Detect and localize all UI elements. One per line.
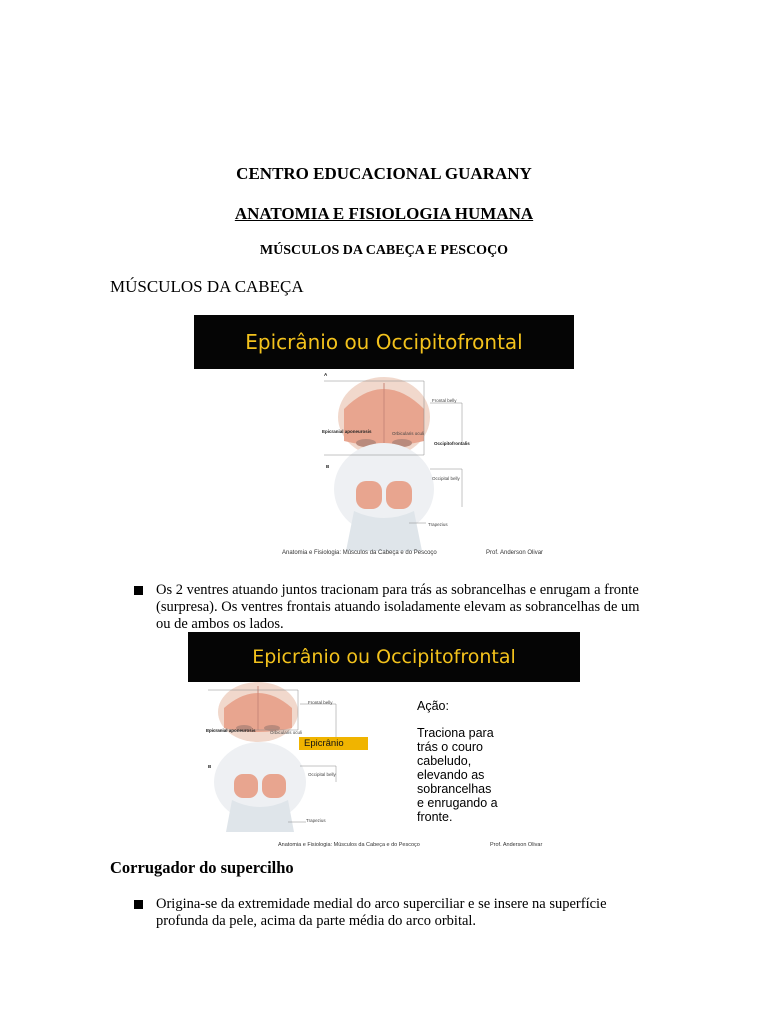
label-a: A — [324, 372, 328, 377]
label-b: B — [208, 764, 212, 769]
acao-line: sobrancelhas — [417, 782, 492, 796]
acao-text — [417, 726, 498, 824]
slide-caption-left: Anatomia e Fisiologia: Músculos da Cabeça e do Pescoço — [282, 550, 437, 556]
bullet-text: Os 2 ventres atuando juntos tracionam para trás as sobrancelhas e enrugam a fronte (surpresa). Os ventres frontais atuando isoladamente elevam as sobrancelhas de um ou de ambos os lados. — [156, 582, 640, 632]
label-trapezius: Trapezius — [428, 522, 448, 527]
slide-caption-left: Anatomia e Fisiologia: Músculos da Cabeça e do Pescoço — [278, 842, 420, 848]
slide-epicranio-2 — [188, 632, 580, 852]
bullet-item — [134, 582, 644, 633]
acao-line: elevando as — [417, 768, 485, 782]
label-orbicularis: Orbicularis oculi — [392, 431, 425, 436]
label-occipitofrontalis: Occipitofrontalis — [434, 441, 470, 446]
section-title: MÚSCULOS DA CABEÇA — [110, 277, 304, 296]
head-anatomy-illustration — [188, 682, 388, 832]
bullet-item — [134, 896, 644, 930]
course-title: ANATOMIA E FISIOLOGIA HUMANA — [234, 204, 534, 223]
slide-epicranio-1 — [194, 315, 574, 561]
acao-line: e enrugando a — [417, 796, 498, 810]
label-epicranial: Epicranial aponeurosis — [206, 728, 256, 733]
acao-line: trás o couro — [417, 740, 484, 754]
school-title: CENTRO EDUCACIONAL GUARANY — [236, 164, 532, 183]
label-frontal-belly: Frontal belly — [432, 398, 457, 403]
slide-title-bar — [194, 315, 574, 369]
bullet-square-icon — [134, 900, 143, 909]
slide-title: Epicrânio ou Occipitofrontal — [245, 330, 523, 354]
label-orbicularis: Orbicularis oculi — [270, 730, 303, 735]
label-trapezius: Trapezius — [306, 818, 326, 823]
label-b: B — [326, 464, 330, 469]
head-anatomy-illustration — [194, 369, 574, 561]
acao-line: Traciona para — [417, 726, 494, 740]
slide-caption-right: Prof. Anderson Olivar — [490, 842, 543, 848]
epicranio-tag: Epicrânio — [299, 737, 368, 750]
label-occipital-belly: Occipital belly — [432, 476, 460, 481]
acao-line: cabeludo, — [417, 754, 472, 768]
slide-title-bar — [188, 632, 580, 682]
topic-title: MÚSCULOS DA CABEÇA E PESCOÇO — [259, 243, 509, 258]
label-occipital-belly: Occipital belly — [308, 772, 336, 777]
slide-title: Epicrânio ou Occipitofrontal — [252, 646, 516, 668]
label-frontal-belly: Frontal belly — [308, 700, 333, 705]
acao-line: fronte. — [417, 810, 453, 824]
label-epicranial: Epicranial aponeurosis — [322, 429, 372, 434]
bullet-square-icon — [134, 586, 143, 595]
subheading-corrugador: Corrugador do supercilho — [110, 858, 294, 877]
slide-caption-right: Prof. Anderson Olivar — [486, 550, 544, 556]
acao-title: Ação: — [417, 699, 449, 713]
bullet-text: Origina-se da extremidade medial do arco superciliar e se insere na superfície profunda da pele, acima da parte média do arco orbital. — [156, 896, 607, 929]
